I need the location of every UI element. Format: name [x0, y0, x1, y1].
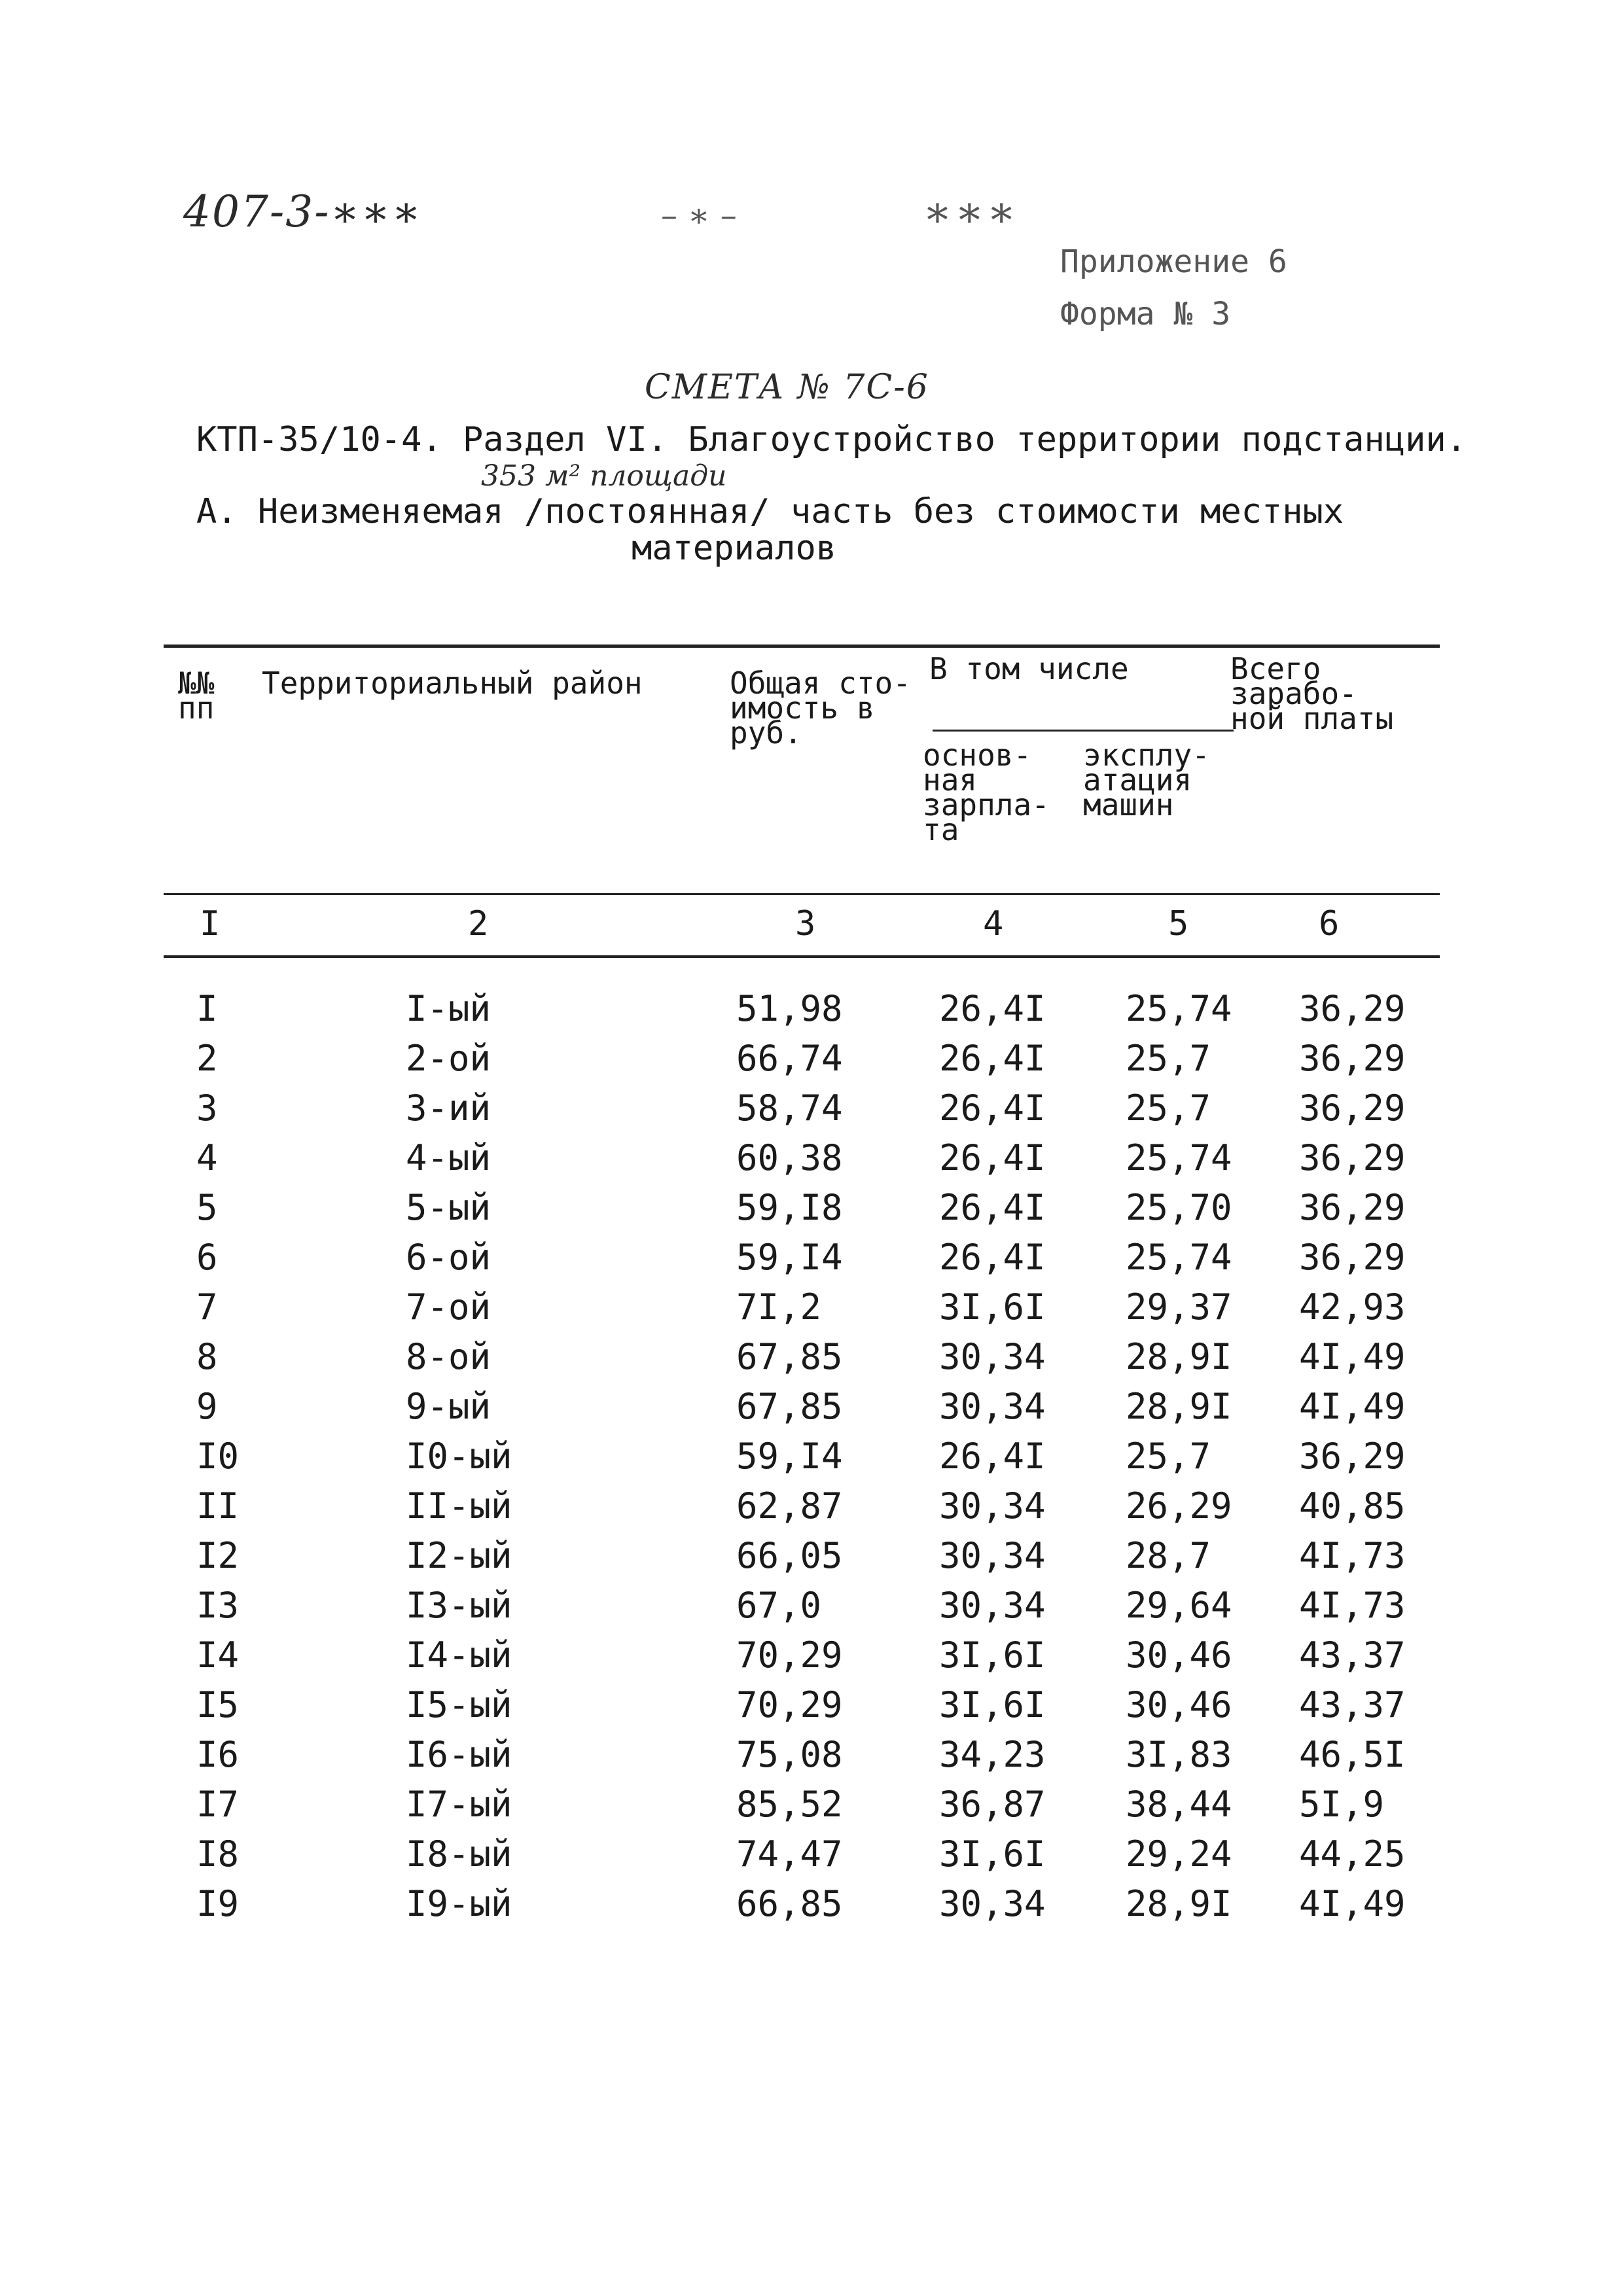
total-cost-cell: 59,I4 — [736, 1436, 843, 1477]
total-wages-cell: 36,29 — [1299, 1436, 1406, 1477]
row-number-cell: II — [196, 1485, 240, 1527]
machine-operation-cell: 28,9I — [1126, 1386, 1232, 1427]
row-number-cell: 2 — [196, 1038, 218, 1079]
total-cost-cell: 67,85 — [736, 1336, 843, 1377]
district-cell: 7-ой — [406, 1286, 491, 1328]
table-row — [0, 1137, 1623, 1187]
total-wages-cell: 46,5I — [1299, 1734, 1406, 1775]
total-cost-cell: 58,74 — [736, 1087, 843, 1129]
total-wages-cell: 36,29 — [1299, 1038, 1406, 1079]
column-number-5: 5 — [1168, 904, 1189, 944]
machine-operation-cell: 25,7 — [1126, 1436, 1211, 1477]
base-wage-cell: 26,4I — [939, 1038, 1046, 1079]
machine-operation-cell: 30,46 — [1126, 1634, 1232, 1676]
total-wages-cell: 36,29 — [1299, 988, 1406, 1029]
row-number-cell: 8 — [196, 1336, 218, 1377]
table-row — [0, 1634, 1623, 1684]
table-row — [0, 988, 1623, 1038]
total-wages-cell: 43,37 — [1299, 1684, 1406, 1725]
district-cell: I0-ый — [406, 1436, 512, 1477]
base-wage-cell: 34,23 — [939, 1734, 1046, 1775]
row-number-cell: I5 — [196, 1684, 240, 1725]
base-wage-cell: 26,4I — [939, 1436, 1046, 1477]
district-cell: I6-ый — [406, 1734, 512, 1775]
row-number-cell: 7 — [196, 1286, 218, 1328]
base-wage-cell: 26,4I — [939, 988, 1046, 1029]
machine-operation-cell: 25,74 — [1126, 988, 1232, 1029]
table-row — [0, 1833, 1623, 1883]
total-cost-cell: 62,87 — [736, 1485, 843, 1527]
row-number-cell: 3 — [196, 1087, 218, 1129]
base-wage-cell: 30,34 — [939, 1386, 1046, 1427]
header-district: Территориальный район — [262, 665, 643, 701]
table-row — [0, 1585, 1623, 1634]
district-cell: I3-ый — [406, 1585, 512, 1626]
row-number-cell: I6 — [196, 1734, 240, 1775]
table-row — [0, 1286, 1623, 1336]
total-cost-cell: 74,47 — [736, 1833, 843, 1875]
machine-operation-cell: 29,64 — [1126, 1585, 1232, 1626]
form-number: Форма № 3 — [1060, 296, 1231, 332]
district-cell: 8-ой — [406, 1336, 491, 1377]
table-row — [0, 1038, 1623, 1087]
machine-operation-cell: 25,7 — [1126, 1087, 1211, 1129]
total-cost-cell: 60,38 — [736, 1137, 843, 1178]
table-row — [0, 1535, 1623, 1585]
total-wages-cell: 4I,49 — [1299, 1883, 1406, 1924]
total-wages-cell: 4I,49 — [1299, 1336, 1406, 1377]
table-row — [0, 1684, 1623, 1734]
column-number-3: 3 — [795, 904, 816, 944]
total-wages-cell: 5I,9 — [1299, 1784, 1385, 1825]
group-header-rule — [933, 730, 1234, 732]
base-wage-cell: 30,34 — [939, 1585, 1046, 1626]
row-number-cell: 9 — [196, 1386, 218, 1427]
machine-operation-cell: 25,7 — [1126, 1038, 1211, 1079]
header-including: В том числе — [929, 651, 1129, 686]
row-number-cell: I4 — [196, 1634, 240, 1676]
total-cost-cell: 66,74 — [736, 1038, 843, 1079]
row-number-cell: I7 — [196, 1784, 240, 1825]
column-number-1: I — [200, 904, 221, 944]
column-number-4: 4 — [983, 904, 1004, 944]
machine-operation-cell: 28,7 — [1126, 1535, 1211, 1576]
district-cell: I8-ый — [406, 1833, 512, 1875]
total-cost-cell: 51,98 — [736, 988, 843, 1029]
total-cost-cell: 75,08 — [736, 1734, 843, 1775]
table-top-rule — [164, 645, 1440, 648]
district-cell: I5-ый — [406, 1684, 512, 1725]
base-wage-cell: 3I,6I — [939, 1833, 1046, 1875]
machine-operation-cell: 38,44 — [1126, 1784, 1232, 1825]
machine-operation-cell: 29,37 — [1126, 1286, 1232, 1328]
row-number-cell: I3 — [196, 1585, 240, 1626]
base-wage-cell: 3I,6I — [939, 1286, 1046, 1328]
district-cell: 4-ый — [406, 1137, 491, 1178]
machine-operation-cell: 28,9I — [1126, 1883, 1232, 1924]
base-wage-cell: 36,87 — [939, 1784, 1046, 1825]
table-row — [0, 1883, 1623, 1933]
total-wages-cell: 44,25 — [1299, 1833, 1406, 1875]
machine-operation-cell: 3I,83 — [1126, 1734, 1232, 1775]
base-wage-cell: 3I,6I — [939, 1634, 1046, 1676]
appendix-label: Приложение 6 — [1060, 243, 1287, 280]
table-row — [0, 1386, 1623, 1436]
district-cell: I2-ый — [406, 1535, 512, 1576]
header-bottom-rule — [164, 893, 1440, 895]
table-row — [0, 1087, 1623, 1137]
table-row — [0, 1237, 1623, 1286]
total-cost-cell: 67,0 — [736, 1585, 822, 1626]
total-cost-cell: 70,29 — [736, 1684, 843, 1725]
district-cell: 9-ый — [406, 1386, 491, 1427]
row-number-cell: 6 — [196, 1237, 218, 1278]
estimate-title: СМЕТА № 7С-6 — [645, 368, 929, 407]
machine-operation-cell: 30,46 — [1126, 1684, 1232, 1725]
machine-operation-cell: 25,74 — [1126, 1137, 1232, 1178]
section-title: КТП-35/10-4. Раздел VI. Благоустройство территории подстанции. — [196, 420, 1467, 459]
column-number-2: 2 — [468, 904, 489, 944]
total-wages-cell: 36,29 — [1299, 1237, 1406, 1278]
district-cell: I7-ый — [406, 1784, 512, 1825]
district-cell: 6-ой — [406, 1237, 491, 1278]
total-cost-cell: 59,I4 — [736, 1237, 843, 1278]
total-wages-cell: 4I,73 — [1299, 1535, 1406, 1576]
base-wage-cell: 26,4I — [939, 1137, 1046, 1178]
document-code: 407-3-∗∗∗ — [183, 186, 423, 237]
part-title-continued: материалов — [632, 529, 837, 568]
base-wage-cell: 3I,6I — [939, 1684, 1046, 1725]
base-wage-cell: 30,34 — [939, 1336, 1046, 1377]
total-cost-cell: 59,I8 — [736, 1187, 843, 1228]
machine-operation-cell: 25,74 — [1126, 1237, 1232, 1278]
base-wage-cell: 30,34 — [939, 1485, 1046, 1527]
page-mark: – ∗ – — [661, 196, 737, 234]
total-wages-cell: 36,29 — [1299, 1137, 1406, 1178]
column-number-6: 6 — [1319, 904, 1340, 944]
table-row — [0, 1734, 1623, 1784]
district-cell: II-ый — [406, 1485, 512, 1527]
district-cell: I4-ый — [406, 1634, 512, 1676]
base-wage-cell: 26,4I — [939, 1237, 1046, 1278]
column-numbers-rule — [164, 955, 1440, 958]
header-machine-operation: эксплу- атация машин — [1083, 737, 1210, 822]
row-number-cell: I8 — [196, 1833, 240, 1875]
total-wages-cell: 4I,49 — [1299, 1386, 1406, 1427]
row-number-cell: 4 — [196, 1137, 218, 1178]
area-note: 353 м² площади — [481, 459, 727, 493]
machine-operation-cell: 28,9I — [1126, 1336, 1232, 1377]
header-row-number: №№ пп — [178, 665, 215, 726]
base-wage-cell: 26,4I — [939, 1187, 1046, 1228]
district-cell: 2-ой — [406, 1038, 491, 1079]
machine-operation-cell: 26,29 — [1126, 1485, 1232, 1527]
total-wages-cell: 42,93 — [1299, 1286, 1406, 1328]
total-wages-cell: 4I,73 — [1299, 1585, 1406, 1626]
district-cell: 3-ий — [406, 1087, 491, 1129]
district-cell: I-ый — [406, 988, 491, 1029]
total-cost-cell: 66,85 — [736, 1883, 843, 1924]
total-wages-cell: 40,85 — [1299, 1485, 1406, 1527]
machine-operation-cell: 25,70 — [1126, 1187, 1232, 1228]
table-body — [0, 988, 1623, 1933]
total-wages-cell: 36,29 — [1299, 1087, 1406, 1129]
header-base-wage: основ- ная зарпла- та — [923, 737, 1050, 847]
header-total-cost: Общая сто- имость в руб. — [730, 665, 911, 751]
total-cost-cell: 70,29 — [736, 1634, 843, 1676]
total-cost-cell: 66,05 — [736, 1535, 843, 1576]
total-cost-cell: 7I,2 — [736, 1286, 822, 1328]
part-title: А. Неизменяемая /постоянная/ часть без стоимости местных — [196, 492, 1344, 531]
row-number-cell: I0 — [196, 1436, 240, 1477]
document-stamp: ∗∗∗ — [923, 186, 1019, 237]
table-row — [0, 1187, 1623, 1237]
table-row — [0, 1485, 1623, 1535]
district-cell: 5-ый — [406, 1187, 491, 1228]
base-wage-cell: 30,34 — [939, 1535, 1046, 1576]
row-number-cell: I — [196, 988, 218, 1029]
district-cell: I9-ый — [406, 1883, 512, 1924]
header-total-wages: Всего зарабо- ной платы — [1230, 651, 1394, 736]
total-cost-cell: 85,52 — [736, 1784, 843, 1825]
total-wages-cell: 43,37 — [1299, 1634, 1406, 1676]
row-number-cell: I2 — [196, 1535, 240, 1576]
total-wages-cell: 36,29 — [1299, 1187, 1406, 1228]
total-cost-cell: 67,85 — [736, 1386, 843, 1427]
base-wage-cell: 30,34 — [939, 1883, 1046, 1924]
table-row — [0, 1784, 1623, 1833]
base-wage-cell: 26,4I — [939, 1087, 1046, 1129]
machine-operation-cell: 29,24 — [1126, 1833, 1232, 1875]
table-row — [0, 1336, 1623, 1386]
table-row — [0, 1436, 1623, 1485]
row-number-cell: I9 — [196, 1883, 240, 1924]
row-number-cell: 5 — [196, 1187, 218, 1228]
